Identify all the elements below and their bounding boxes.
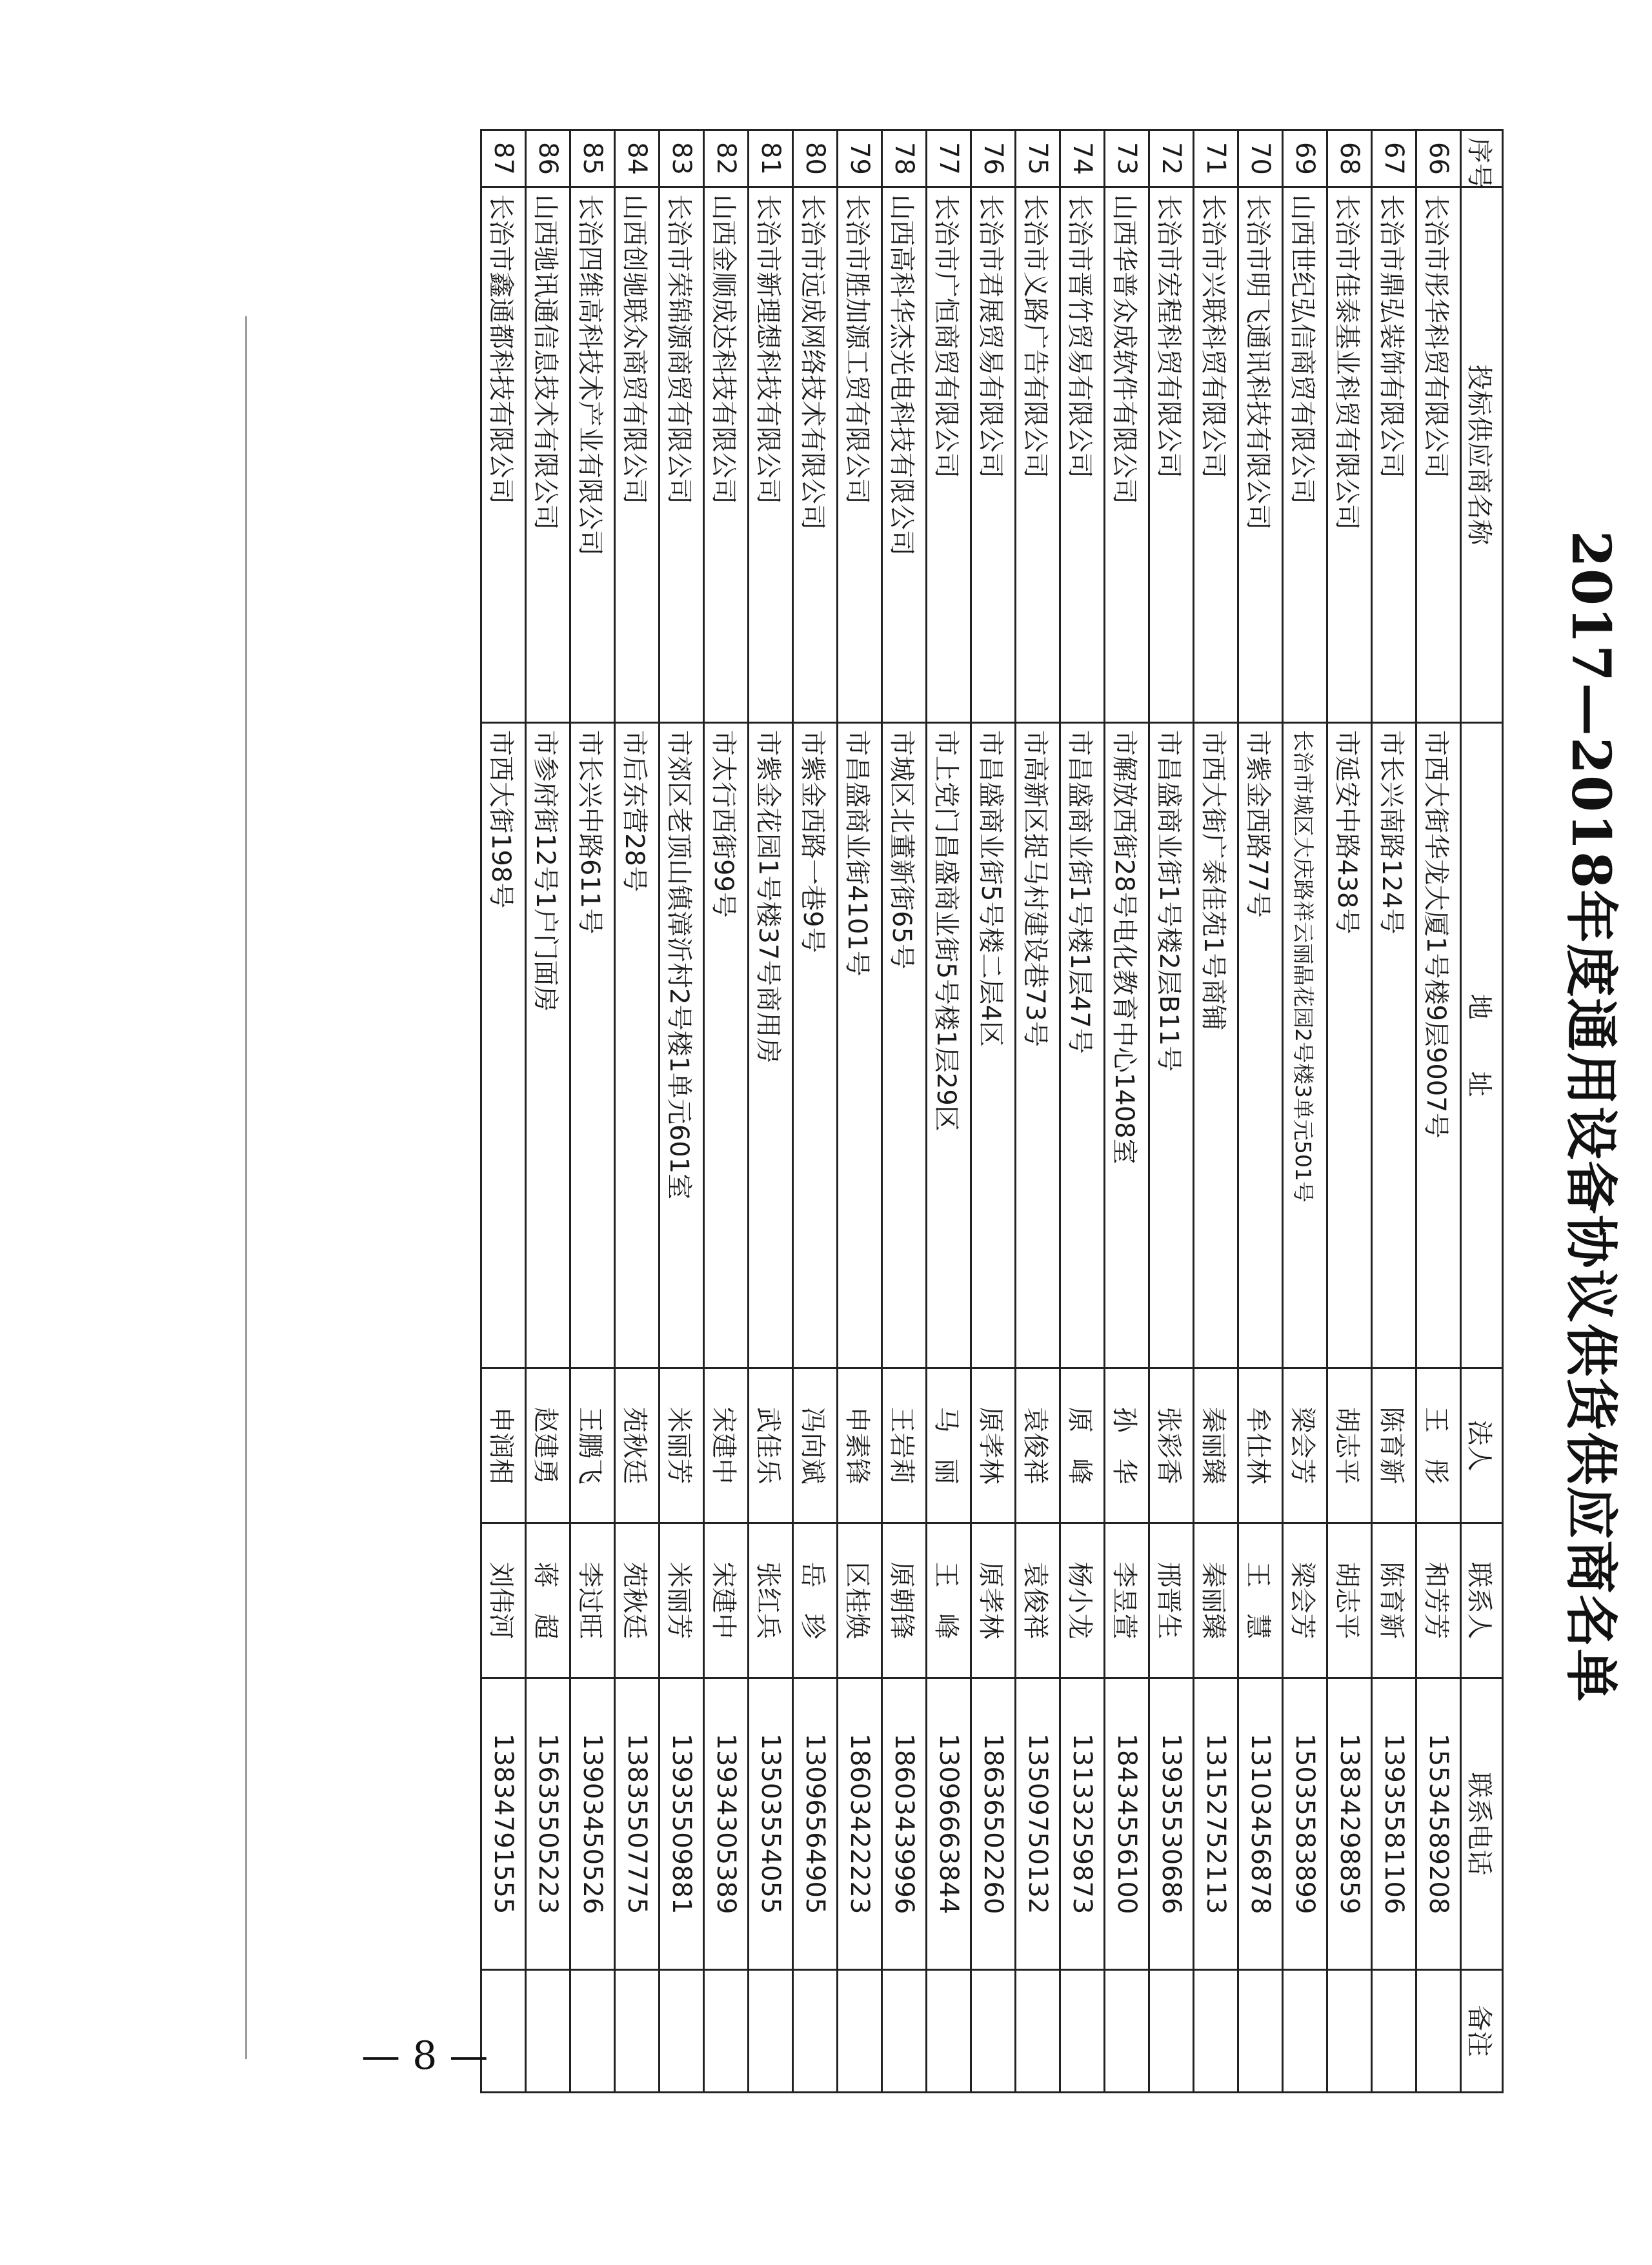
row-address-cell: 市西大街198号 bbox=[481, 723, 526, 1368]
row-address-cell: 市城区北董新街65号 bbox=[882, 723, 927, 1368]
row-remark-cell bbox=[660, 1970, 704, 2093]
row-phone-cell: 13934305389 bbox=[704, 1678, 749, 1970]
row-address-cell: 市紫金西路一巷9号 bbox=[793, 723, 838, 1368]
row-contact-cell: 区桂焕 bbox=[838, 1523, 882, 1678]
row-contact-cell: 岳 珍 bbox=[793, 1523, 838, 1678]
row-address-cell: 长治市城区大庆路祥云丽晶花园2号楼3单元501号 bbox=[1283, 723, 1327, 1368]
row-remark-cell bbox=[1283, 1970, 1327, 2093]
row-company-cell: 山西创驰联众商贸有限公司 bbox=[615, 187, 660, 723]
row-contact-cell: 王 慧 bbox=[1238, 1523, 1283, 1678]
rotated-table-sheet bbox=[342, 129, 1652, 2201]
row-phone-cell: 15635505223 bbox=[526, 1678, 570, 1970]
row-remark-cell bbox=[1105, 1970, 1149, 2093]
row-company-cell: 长治市宏程科贸有限公司 bbox=[1149, 187, 1194, 723]
row-contact-cell: 原孝林 bbox=[971, 1523, 1016, 1678]
row-company-cell: 长治市佳泰基业科贸有限公司 bbox=[1327, 187, 1372, 723]
row-company-cell: 长治市义路广告有限公司 bbox=[1016, 187, 1060, 723]
row-address-cell: 市上党门昌盛商业街5号楼1层29区 bbox=[927, 723, 971, 1368]
row-legal-rep-cell: 原孝林 bbox=[971, 1368, 1016, 1523]
row-index-cell: 72 bbox=[1149, 130, 1194, 187]
row-legal-rep-cell: 陈育新 bbox=[1372, 1368, 1416, 1523]
table-row bbox=[1149, 130, 1194, 2093]
row-phone-cell: 13096663844 bbox=[927, 1678, 971, 1970]
row-phone-cell: 18603422223 bbox=[838, 1678, 882, 1970]
row-address-cell: 市紫金西路77号 bbox=[1238, 723, 1283, 1368]
row-address-cell: 市长兴中路611号 bbox=[570, 723, 615, 1368]
row-company-cell: 山西华普众成软件有限公司 bbox=[1105, 187, 1149, 723]
row-phone-cell: 13503554055 bbox=[749, 1678, 793, 1970]
row-phone-cell: 13935530686 bbox=[1149, 1678, 1194, 1970]
table-row bbox=[749, 130, 793, 2093]
row-index-cell: 77 bbox=[927, 130, 971, 187]
row-remark-cell bbox=[927, 1970, 971, 2093]
row-phone-cell: 15035583899 bbox=[1283, 1678, 1327, 1970]
row-remark-cell bbox=[793, 1970, 838, 2093]
row-remark-cell bbox=[1238, 1970, 1283, 2093]
row-phone-cell: 13834791555 bbox=[481, 1678, 526, 1970]
row-contact-cell: 刘伟河 bbox=[481, 1523, 526, 1678]
row-company-cell: 山西驰讯通信息技术有限公司 bbox=[526, 187, 570, 723]
row-index-cell: 87 bbox=[481, 130, 526, 187]
row-phone-cell: 15534589208 bbox=[1416, 1678, 1461, 1970]
table-row bbox=[1327, 130, 1372, 2093]
row-legal-rep-cell: 张彩香 bbox=[1149, 1368, 1194, 1523]
row-index-cell: 85 bbox=[570, 130, 615, 187]
table-row bbox=[882, 130, 927, 2093]
page-number: — 8 — bbox=[361, 2033, 489, 2078]
table-row bbox=[481, 130, 526, 2093]
table-row bbox=[1016, 130, 1060, 2093]
row-address-cell: 市昌盛商业街1号楼2层B11号 bbox=[1149, 723, 1194, 1368]
header-company: 投标供应商名称 bbox=[1461, 187, 1503, 723]
row-index-cell: 74 bbox=[1060, 130, 1105, 187]
row-contact-cell: 米丽芳 bbox=[660, 1523, 704, 1678]
row-contact-cell: 杨小龙 bbox=[1060, 1523, 1105, 1678]
row-phone-cell: 13133259873 bbox=[1060, 1678, 1105, 1970]
row-legal-rep-cell: 冯向斌 bbox=[793, 1368, 838, 1523]
table-row bbox=[1283, 130, 1327, 2093]
row-remark-cell bbox=[1060, 1970, 1105, 2093]
row-contact-cell: 李过旺 bbox=[570, 1523, 615, 1678]
supplier-table bbox=[480, 129, 1504, 2093]
row-company-cell: 长治市彤华科贸有限公司 bbox=[1416, 187, 1461, 723]
row-index-cell: 69 bbox=[1283, 130, 1327, 187]
row-legal-rep-cell: 胡志平 bbox=[1327, 1368, 1372, 1523]
row-contact-cell: 原朝锋 bbox=[882, 1523, 927, 1678]
row-contact-cell: 袁俊祥 bbox=[1016, 1523, 1060, 1678]
table-row bbox=[615, 130, 660, 2093]
row-legal-rep-cell: 牟仕林 bbox=[1238, 1368, 1283, 1523]
header-legal-rep: 法人 bbox=[1461, 1368, 1503, 1523]
scan-edge-line bbox=[245, 316, 247, 2059]
row-company-cell: 长治市兴联科贸有限公司 bbox=[1194, 187, 1238, 723]
row-legal-rep-cell: 袁俊祥 bbox=[1016, 1368, 1060, 1523]
row-index-cell: 71 bbox=[1194, 130, 1238, 187]
row-legal-rep-cell: 孙 华 bbox=[1105, 1368, 1149, 1523]
row-contact-cell: 秦丽臻 bbox=[1194, 1523, 1238, 1678]
table-row bbox=[660, 130, 704, 2093]
row-company-cell: 山西世纪弘信商贸有限公司 bbox=[1283, 187, 1327, 723]
row-legal-rep-cell: 王岩莉 bbox=[882, 1368, 927, 1523]
row-index-cell: 76 bbox=[971, 130, 1016, 187]
row-index-cell: 82 bbox=[704, 130, 749, 187]
row-legal-rep-cell: 秦丽臻 bbox=[1194, 1368, 1238, 1523]
row-phone-cell: 13935509881 bbox=[660, 1678, 704, 1970]
row-remark-cell bbox=[838, 1970, 882, 2093]
row-remark-cell bbox=[1194, 1970, 1238, 2093]
row-phone-cell: 18434556100 bbox=[1105, 1678, 1149, 1970]
row-contact-cell: 苑秋廷 bbox=[615, 1523, 660, 1678]
row-legal-rep-cell: 武佳乐 bbox=[749, 1368, 793, 1523]
row-remark-cell bbox=[704, 1970, 749, 2093]
table-row bbox=[1194, 130, 1238, 2093]
row-legal-rep-cell: 原 峰 bbox=[1060, 1368, 1105, 1523]
row-phone-cell: 13903450526 bbox=[570, 1678, 615, 1970]
row-legal-rep-cell: 米丽芳 bbox=[660, 1368, 704, 1523]
row-phone-cell: 13935581106 bbox=[1372, 1678, 1416, 1970]
row-contact-cell: 王 峰 bbox=[927, 1523, 971, 1678]
row-company-cell: 长治市荣锦源商贸有限公司 bbox=[660, 187, 704, 723]
row-company-cell: 长治市新理想科技有限公司 bbox=[749, 187, 793, 723]
row-contact-cell: 宋建中 bbox=[704, 1523, 749, 1678]
row-remark-cell bbox=[1416, 1970, 1461, 2093]
row-address-cell: 市昌盛商业街4101号 bbox=[838, 723, 882, 1368]
row-company-cell: 长治市鑫通都科技有限公司 bbox=[481, 187, 526, 723]
row-company-cell: 山西高科华杰光电科技有限公司 bbox=[882, 187, 927, 723]
row-company-cell: 长治市晋竹贸易有限公司 bbox=[1060, 187, 1105, 723]
header-index: 序号 bbox=[1461, 130, 1503, 187]
row-contact-cell: 邢晋生 bbox=[1149, 1523, 1194, 1678]
row-company-cell: 长治市广恒商贸有限公司 bbox=[927, 187, 971, 723]
header-address: 地 址 bbox=[1461, 723, 1503, 1368]
page-title: 2017—2018年度通用设备协议供货供应商名单 bbox=[1560, 530, 1622, 1703]
row-address-cell: 市昌盛商业街5号楼二层4区 bbox=[971, 723, 1016, 1368]
row-contact-cell: 李昱萱 bbox=[1105, 1523, 1149, 1678]
row-address-cell: 市高新区捉马村建设巷73号 bbox=[1016, 723, 1060, 1368]
table-row bbox=[793, 130, 838, 2093]
table-row bbox=[526, 130, 570, 2093]
row-remark-cell bbox=[1372, 1970, 1416, 2093]
row-phone-cell: 13835507775 bbox=[615, 1678, 660, 1970]
row-company-cell: 山西金顺成达科技有限公司 bbox=[704, 187, 749, 723]
row-index-cell: 81 bbox=[749, 130, 793, 187]
row-phone-cell: 13152752113 bbox=[1194, 1678, 1238, 1970]
header-remark: 备注 bbox=[1461, 1970, 1503, 2093]
row-index-cell: 73 bbox=[1105, 130, 1149, 187]
row-contact-cell: 蒋 超 bbox=[526, 1523, 570, 1678]
row-legal-rep-cell: 宋建中 bbox=[704, 1368, 749, 1523]
row-address-cell: 市延安中路438号 bbox=[1327, 723, 1372, 1368]
row-index-cell: 83 bbox=[660, 130, 704, 187]
header-phone: 联系电话 bbox=[1461, 1678, 1503, 1970]
row-company-cell: 长治四维高科技术产业有限公司 bbox=[570, 187, 615, 723]
row-index-cell: 75 bbox=[1016, 130, 1060, 187]
table-row bbox=[1105, 130, 1149, 2093]
row-contact-cell: 胡志平 bbox=[1327, 1523, 1372, 1678]
row-remark-cell bbox=[1016, 1970, 1060, 2093]
row-index-cell: 78 bbox=[882, 130, 927, 187]
row-legal-rep-cell: 赵建勇 bbox=[526, 1368, 570, 1523]
table-row bbox=[704, 130, 749, 2093]
row-company-cell: 长治市远成网络技术有限公司 bbox=[793, 187, 838, 723]
row-phone-cell: 13509750132 bbox=[1016, 1678, 1060, 1970]
row-legal-rep-cell: 苑秋廷 bbox=[615, 1368, 660, 1523]
row-contact-cell: 梁会芳 bbox=[1283, 1523, 1327, 1678]
row-address-cell: 市长兴南路124号 bbox=[1372, 723, 1416, 1368]
row-phone-cell: 18636502260 bbox=[971, 1678, 1016, 1970]
row-index-cell: 80 bbox=[793, 130, 838, 187]
row-index-cell: 70 bbox=[1238, 130, 1283, 187]
row-remark-cell bbox=[615, 1970, 660, 2093]
header-contact: 联系人 bbox=[1461, 1523, 1503, 1678]
table-row bbox=[1238, 130, 1283, 2093]
row-index-cell: 66 bbox=[1416, 130, 1461, 187]
row-address-cell: 市解放西街28号电化教育中心1408室 bbox=[1105, 723, 1149, 1368]
table-row bbox=[971, 130, 1016, 2093]
row-index-cell: 68 bbox=[1327, 130, 1372, 187]
row-address-cell: 市后东营28号 bbox=[615, 723, 660, 1368]
row-company-cell: 长治市君展贸易有限公司 bbox=[971, 187, 1016, 723]
table-row bbox=[1416, 130, 1461, 2093]
row-address-cell: 市昌盛商业街1号楼1层47号 bbox=[1060, 723, 1105, 1368]
row-address-cell: 市西大街广泰佳苑1号商铺 bbox=[1194, 723, 1238, 1368]
table-row bbox=[570, 130, 615, 2093]
row-remark-cell bbox=[971, 1970, 1016, 2093]
row-address-cell: 市参府街12号1户门面房 bbox=[526, 723, 570, 1368]
table-row bbox=[927, 130, 971, 2093]
row-phone-cell: 13103456878 bbox=[1238, 1678, 1283, 1970]
row-legal-rep-cell: 申素锋 bbox=[838, 1368, 882, 1523]
row-company-cell: 长治市鼎弘装饰有限公司 bbox=[1372, 187, 1416, 723]
row-legal-rep-cell: 王 彤 bbox=[1416, 1368, 1461, 1523]
row-index-cell: 67 bbox=[1372, 130, 1416, 187]
row-address-cell: 市紫金花园1号楼37号商用房 bbox=[749, 723, 793, 1368]
table-header-row bbox=[1461, 130, 1503, 2093]
row-remark-cell bbox=[570, 1970, 615, 2093]
row-address-cell: 市太行西街99号 bbox=[704, 723, 749, 1368]
row-company-cell: 长治市明飞通讯科技有限公司 bbox=[1238, 187, 1283, 723]
table-row bbox=[1372, 130, 1416, 2093]
row-index-cell: 84 bbox=[615, 130, 660, 187]
row-legal-rep-cell: 申润相 bbox=[481, 1368, 526, 1523]
row-company-cell: 长治市胜加源工贸有限公司 bbox=[838, 187, 882, 723]
row-contact-cell: 陈育新 bbox=[1372, 1523, 1416, 1678]
row-remark-cell bbox=[749, 1970, 793, 2093]
table-row bbox=[838, 130, 882, 2093]
row-contact-cell: 张红兵 bbox=[749, 1523, 793, 1678]
row-remark-cell bbox=[1327, 1970, 1372, 2093]
row-remark-cell bbox=[1149, 1970, 1194, 2093]
row-phone-cell: 13834298859 bbox=[1327, 1678, 1372, 1970]
row-legal-rep-cell: 梁会芳 bbox=[1283, 1368, 1327, 1523]
row-index-cell: 86 bbox=[526, 130, 570, 187]
row-address-cell: 市郊区老顶山镇漳沂村2号楼1单元601室 bbox=[660, 723, 704, 1368]
row-remark-cell bbox=[882, 1970, 927, 2093]
row-address-cell: 市西大街华龙大厦1号楼9层9007号 bbox=[1416, 723, 1461, 1368]
row-contact-cell: 和芳芳 bbox=[1416, 1523, 1461, 1678]
row-legal-rep-cell: 马 丽 bbox=[927, 1368, 971, 1523]
row-phone-cell: 13096564905 bbox=[793, 1678, 838, 1970]
row-index-cell: 79 bbox=[838, 130, 882, 187]
table-row bbox=[1060, 130, 1105, 2093]
row-legal-rep-cell: 王鹏飞 bbox=[570, 1368, 615, 1523]
row-phone-cell: 18603439996 bbox=[882, 1678, 927, 1970]
row-remark-cell bbox=[526, 1970, 570, 2093]
